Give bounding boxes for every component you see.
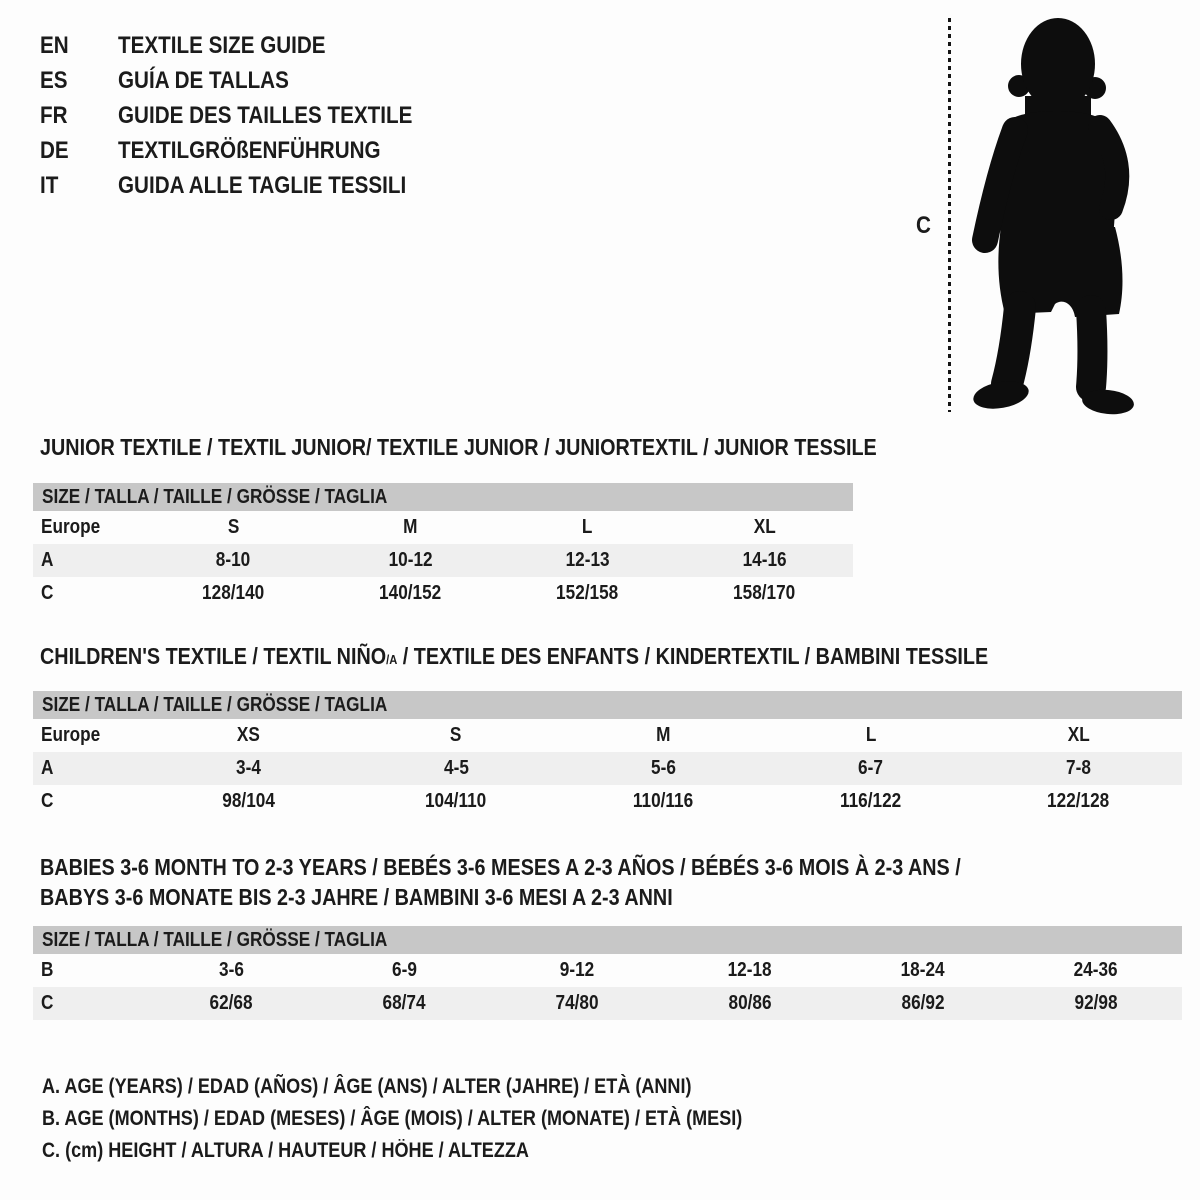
value-cell: 128/140 (202, 582, 265, 604)
value-cell: 12-13 (565, 549, 610, 571)
value-cell: 122/128 (1047, 790, 1110, 812)
row-label: C (41, 992, 54, 1014)
value-cell: 110/116 (633, 790, 694, 812)
value-cell: 12-18 (727, 959, 772, 981)
row-label: B (41, 959, 54, 981)
value-cell: 8-10 (216, 549, 251, 571)
size-band-label: SIZE / TALLA / TAILLE / GRÖSSE / TAGLIA (42, 486, 388, 508)
language-row (40, 28, 460, 63)
value-cell: 18-24 (900, 959, 945, 981)
babies-section-title (40, 852, 1111, 912)
value-cell: 140/152 (379, 582, 442, 604)
row-label: A (41, 757, 54, 779)
babies-height-row (33, 987, 1182, 1020)
value-cell: 6-7 (858, 757, 884, 779)
value-cell: 10-12 (388, 549, 433, 571)
value-cell: 68/74 (382, 992, 426, 1014)
value-cell: 86/92 (901, 992, 945, 1014)
row-label: Europe (41, 724, 101, 746)
children-size-table (33, 691, 1182, 818)
children-size-row (33, 719, 1182, 752)
junior-age-row (33, 544, 853, 577)
junior-section-title-text: JUNIOR TEXTILE / TEXTIL JUNIOR/ TEXTILE JUNIOR / JUNIORTEXTIL / JUNIOR TESSILE (40, 434, 877, 460)
language-code: DE (40, 136, 69, 164)
language-code: FR (40, 101, 68, 129)
measure-legend (42, 1071, 856, 1167)
row-label: C (41, 582, 54, 604)
value-cell: 6-9 (391, 959, 417, 981)
value-cell: 24-36 (1073, 959, 1118, 981)
children-size-band (33, 691, 1182, 719)
value-cell: 4-5 (443, 757, 469, 779)
row-label: Europe (41, 516, 101, 538)
language-row (40, 98, 460, 133)
language-label: GUIDE DES TAILLES TEXTILE (118, 101, 413, 129)
value-cell: 158/170 (733, 582, 796, 604)
language-row (40, 63, 460, 98)
size-cell: XS (237, 724, 261, 746)
junior-size-table (33, 483, 853, 610)
size-cell: L (582, 516, 593, 538)
value-cell: 62/68 (209, 992, 253, 1014)
children-section-title (40, 643, 1143, 670)
legend-line-c: C. (cm) HEIGHT / ALTURA / HAUTEUR / HÖHE / ALTEZZA (42, 1139, 529, 1162)
value-cell: 116/122 (840, 790, 902, 812)
row-label: A (41, 549, 54, 571)
value-cell: 74/80 (555, 992, 599, 1014)
language-title-list (40, 28, 460, 203)
size-cell: XL (753, 516, 776, 538)
language-row (40, 168, 460, 203)
language-label: GUIDA ALLE TAGLIE TESSILI (118, 171, 407, 199)
babies-section-title-line1: BABIES 3-6 MONTH TO 2-3 YEARS / BEBÉS 3-6 MESES A 2-3 AÑOS / BÉBÉS 3-6 MOIS À 2-3 ANS / (40, 854, 961, 880)
size-cell: L (865, 724, 877, 746)
size-band-label: SIZE / TALLA / TAILLE / GRÖSSE / TAGLIA (42, 929, 388, 951)
junior-size-band (33, 483, 853, 511)
language-label: GUÍA DE TALLAS (118, 66, 289, 94)
value-cell: 7-8 (1065, 757, 1091, 779)
children-height-row (33, 785, 1182, 818)
title-subscript: /A (386, 652, 398, 667)
legend-line-b: B. AGE (MONTHS) / EDAD (MESES) / ÂGE (MOIS) / ALTER (MONATE) / ETÀ (MESI) (42, 1107, 743, 1130)
size-cell: S (450, 724, 462, 746)
value-cell: 152/158 (556, 582, 619, 604)
value-cell: 5-6 (651, 757, 676, 779)
legend-line-a: A. AGE (YEARS) / EDAD (AÑOS) / ÂGE (ANS) / ALTER (JAHRE) / ETÀ (ANNI) (42, 1075, 692, 1098)
height-measure-line (948, 18, 951, 412)
value-cell: 3-6 (218, 959, 244, 981)
value-cell: 3-4 (236, 757, 262, 779)
value-cell: 104/110 (425, 790, 487, 812)
babies-size-table (33, 926, 1182, 1020)
babies-section-title-line2: BABYS 3-6 MONATE BIS 2-3 JAHRE / BAMBINI 3-6 MESI A 2-3 ANNI (40, 884, 673, 910)
children-section-title-text: CHILDREN'S TEXTILE / TEXTIL NIÑO/A / TEXTILE DES ENFANTS / KINDERTEXTIL / BAMBINI TESSILE (40, 643, 989, 669)
language-label: TEXTILE SIZE GUIDE (118, 31, 326, 59)
value-cell: 80/86 (728, 992, 772, 1014)
junior-height-row (33, 577, 853, 610)
language-code: EN (40, 31, 69, 59)
language-row (40, 133, 460, 168)
size-cell: M (403, 516, 418, 538)
babies-size-band (33, 926, 1182, 954)
language-label: TEXTILGRÖßENFÜHRUNG (118, 136, 381, 164)
value-cell: 14-16 (742, 549, 787, 571)
height-measure-label: C (916, 212, 931, 239)
size-cell: M (656, 724, 671, 746)
language-code: IT (40, 171, 59, 199)
value-cell: 9-12 (559, 959, 595, 981)
junior-size-row (33, 511, 853, 544)
language-code: ES (40, 66, 68, 94)
row-label: C (41, 790, 54, 812)
value-cell: 92/98 (1074, 992, 1118, 1014)
value-cell: 98/104 (222, 790, 275, 812)
size-cell: S (227, 516, 240, 538)
size-band-label: SIZE / TALLA / TAILLE / GRÖSSE / TAGLIA (42, 694, 388, 716)
children-age-row (33, 752, 1182, 785)
junior-section-title (40, 434, 1013, 461)
toddler-silhouette (965, 12, 1135, 417)
size-cell: XL (1067, 724, 1090, 746)
babies-months-row (33, 954, 1182, 987)
